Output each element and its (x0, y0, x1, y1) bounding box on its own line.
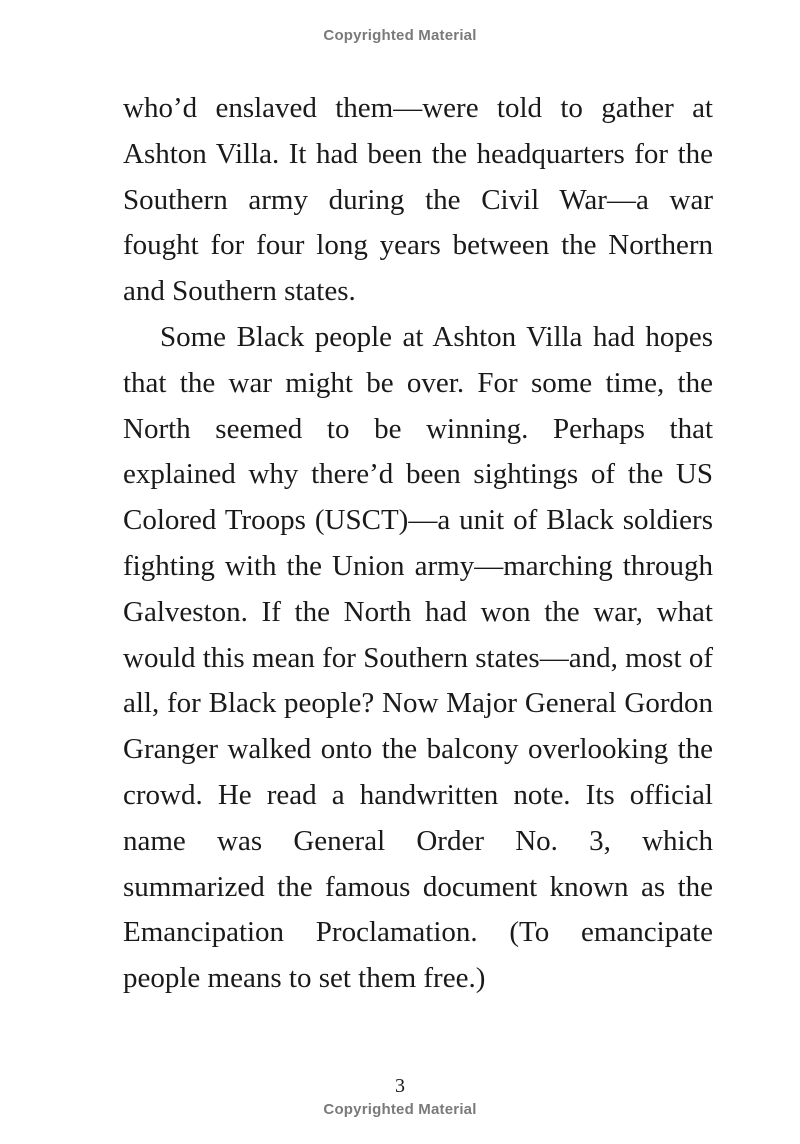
copyright-watermark-top: Copyrighted Material (323, 27, 477, 44)
page-number: 3 (395, 1075, 405, 1097)
paragraph-continued: who’d enslaved them—were told to gather at Ashton Villa. It had been the headquarters for the Southern army during the Civil War—a war fought for four long years between the Northern and Southern states. (123, 92, 713, 308)
paragraph-ashton-villa-hopes: Some Black people at Ashton Villa had hopes that the war might be over. For some time, the North seemed to be winning. Perhaps that explained why there’d been sightings of the US Colored Troops (USCT)—a unit of Black soldiers fighting with the Union army—marching through Galveston. If the North had won the war, what would this mean for Southern states—and, most of all, for Black people? Now Major General Gordon Granger walked onto the balcony overlooking the crowd. He read a handwritten note. Its official name was General Order No. 3, which summarized the famous document known as the Emancipation Proclamation. (To emancipate people means to set them free.) (123, 320, 713, 995)
page-body-text (123, 86, 713, 1002)
copyright-watermark-bottom: Copyrighted Material (323, 1101, 477, 1118)
